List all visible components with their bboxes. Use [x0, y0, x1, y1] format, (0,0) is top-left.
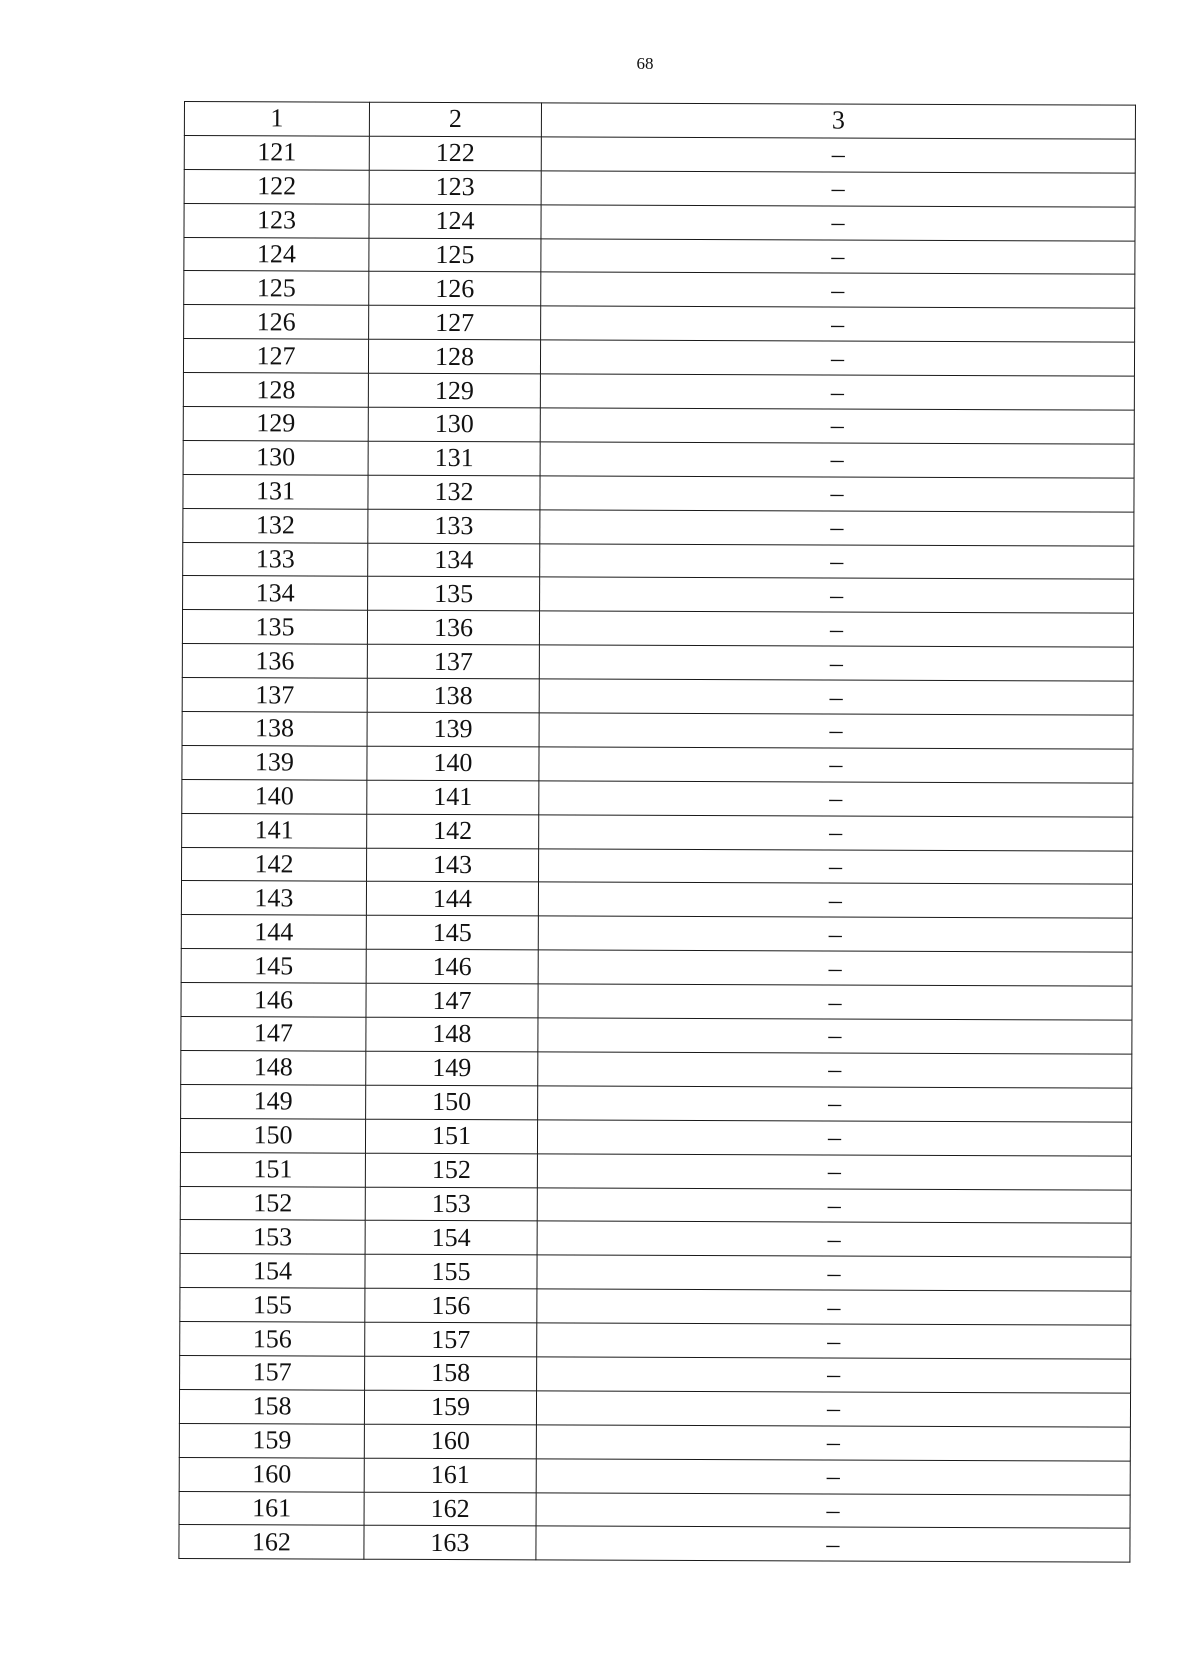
table-cell-col-3: –: [537, 1221, 1131, 1257]
table-row: [180, 1118, 1131, 1156]
table-row: [184, 271, 1135, 309]
table-row: [182, 712, 1133, 750]
table-cell-col-1: 156: [180, 1322, 365, 1357]
table-cell-col-1: 158: [179, 1389, 364, 1424]
table-cell-col-2: 152: [365, 1153, 537, 1188]
header-cell-col-3: 3: [541, 103, 1135, 139]
table-row: [182, 779, 1133, 817]
table-cell-col-3: –: [541, 272, 1135, 308]
table-cell-col-3: –: [537, 1323, 1131, 1359]
table-cell-col-1: 153: [180, 1220, 365, 1255]
table-cell-col-2: 131: [368, 441, 540, 476]
table-row: [182, 644, 1133, 682]
table-cell-col-3: –: [539, 848, 1133, 884]
table-cell-col-2: 132: [368, 475, 540, 510]
table-cell-col-2: 134: [368, 543, 540, 578]
table-row: [181, 983, 1132, 1021]
table-cell-col-3: –: [539, 713, 1133, 749]
table-cell-col-2: 159: [364, 1390, 536, 1425]
table-cell-col-1: 131: [183, 474, 368, 509]
table-cell-col-3: –: [540, 577, 1134, 613]
table-cell-col-2: 142: [367, 814, 539, 849]
table-cell-col-3: –: [540, 476, 1134, 512]
table-row: [180, 1355, 1131, 1393]
table-cell-col-2: 136: [367, 611, 539, 646]
table-cell-col-1: 124: [184, 237, 369, 272]
table-cell-col-3: –: [540, 374, 1134, 410]
table-cell-col-2: 147: [366, 983, 538, 1018]
table-row: [182, 813, 1133, 851]
table-cell-col-1: 152: [180, 1186, 365, 1221]
table-cell-col-1: 147: [181, 1017, 366, 1052]
table-row: [183, 440, 1134, 478]
table-cell-col-2: 158: [365, 1356, 537, 1391]
table-cell-col-3: –: [539, 645, 1133, 681]
table-cell-col-1: 150: [180, 1118, 365, 1153]
table-cell-col-2: 150: [366, 1085, 538, 1120]
table-row: [181, 1017, 1132, 1055]
table-cell-col-1: 125: [184, 271, 369, 306]
table-cell-col-2: 161: [364, 1458, 536, 1493]
table-cell-col-2: 157: [365, 1322, 537, 1357]
table-cell-col-1: 149: [181, 1084, 366, 1119]
table-cell-col-3: –: [537, 1357, 1131, 1393]
table-cell-col-3: –: [537, 1153, 1131, 1189]
table-cell-col-1: 132: [183, 508, 368, 543]
page-number: 68: [636, 54, 654, 73]
table-cell-col-1: 146: [181, 983, 366, 1018]
table-cell-col-2: 128: [368, 339, 540, 374]
table-row: [180, 1152, 1131, 1190]
table-cell-col-3: –: [536, 1526, 1130, 1562]
table-cell-col-1: 160: [179, 1457, 364, 1492]
table-cell-col-2: 144: [366, 882, 538, 917]
table-cell-col-1: 155: [180, 1288, 365, 1323]
table-cell-col-1: 142: [182, 847, 367, 882]
table-cell-col-3: –: [538, 916, 1132, 952]
table-row: [181, 949, 1132, 987]
table-cell-col-3: –: [537, 1255, 1131, 1291]
table-cell-col-3: –: [538, 950, 1132, 986]
table-row: [180, 1220, 1131, 1258]
table-row: [181, 881, 1132, 919]
table-cell-col-3: –: [540, 408, 1134, 444]
table-cell-col-2: 153: [365, 1187, 537, 1222]
table-cell-col-3: –: [536, 1391, 1130, 1427]
header-cell-col-2: 2: [369, 102, 541, 137]
table-row: [183, 576, 1134, 614]
table-cell-col-3: –: [536, 1425, 1130, 1461]
table-cell-col-1: 123: [184, 203, 369, 238]
table-row: [182, 678, 1133, 716]
table-cell-col-1: 140: [182, 779, 367, 814]
table-row: [183, 542, 1134, 580]
table-cell-col-1: 128: [183, 373, 368, 408]
table-cell-col-1: 151: [180, 1152, 365, 1187]
table-cell-col-3: –: [539, 815, 1133, 851]
table-cell-col-2: 122: [369, 136, 541, 171]
table-cell-col-3: –: [540, 543, 1134, 579]
table-cell-col-2: 139: [367, 712, 539, 747]
table-cell-col-3: –: [540, 340, 1134, 376]
table-cell-col-2: 138: [367, 678, 539, 713]
table-row: [184, 169, 1135, 207]
table-row: [184, 237, 1135, 275]
table-cell-col-2: 146: [366, 949, 538, 984]
table-cell-col-3: –: [539, 611, 1133, 647]
table-row: [179, 1389, 1130, 1427]
table-cell-col-2: 160: [364, 1424, 536, 1459]
table-cell-col-2: 127: [369, 306, 541, 341]
table-cell-col-3: –: [538, 1086, 1132, 1122]
table-cell-col-3: –: [538, 1018, 1132, 1054]
table-row: [179, 1525, 1130, 1563]
table-cell-col-1: 136: [182, 644, 367, 679]
table-cell-col-2: 151: [365, 1119, 537, 1154]
table-cell-col-1: 121: [184, 135, 369, 170]
table-cell-col-2: 163: [364, 1526, 536, 1561]
table-row: [180, 1254, 1131, 1292]
table-cell-col-2: 130: [368, 407, 540, 442]
table-cell-col-1: 138: [182, 712, 367, 747]
table-cell-col-1: 161: [179, 1491, 364, 1526]
table-cell-col-1: 143: [181, 881, 366, 916]
table-cell-col-2: 145: [366, 916, 538, 951]
table-cell-col-1: 135: [182, 610, 367, 645]
table-cell-col-3: –: [541, 137, 1135, 173]
table-cell-col-2: 154: [365, 1221, 537, 1256]
table-row: [183, 373, 1134, 411]
table-cell-col-3: –: [537, 1187, 1131, 1223]
data-table: [178, 101, 1136, 1563]
table-cell-col-1: 137: [182, 678, 367, 713]
table-cell-col-2: 155: [365, 1254, 537, 1289]
table-cell-col-2: 141: [367, 780, 539, 815]
table-cell-col-1: 154: [180, 1254, 365, 1289]
table-cell-col-2: 129: [368, 373, 540, 408]
table-cell-col-2: 156: [365, 1288, 537, 1323]
table-row: [184, 305, 1135, 343]
table-cell-col-2: 126: [369, 272, 541, 307]
table-cell-col-2: 133: [368, 509, 540, 544]
table-row: [182, 610, 1133, 648]
table-cell-col-1: 134: [183, 576, 368, 611]
table-cell-col-3: –: [541, 306, 1135, 342]
table-cell-col-3: –: [539, 781, 1133, 817]
table-cell-col-3: –: [537, 1120, 1131, 1156]
table-row: [183, 474, 1134, 512]
table-cell-col-1: 145: [181, 949, 366, 984]
table-cell-col-3: –: [539, 679, 1133, 715]
table-cell-col-3: –: [541, 205, 1135, 241]
table-cell-col-1: 126: [184, 305, 369, 340]
table-cell-col-3: –: [539, 747, 1133, 783]
table-cell-col-2: 148: [366, 1017, 538, 1052]
table-row: [180, 1288, 1131, 1326]
table-cell-col-2: 135: [368, 577, 540, 612]
table-cell-col-3: –: [538, 882, 1132, 918]
table-cell-col-1: 162: [179, 1525, 364, 1560]
table-cell-col-3: –: [540, 442, 1134, 478]
table-cell-col-3: –: [537, 1289, 1131, 1325]
table-row: [180, 1186, 1131, 1224]
table-cell-col-1: 159: [179, 1423, 364, 1458]
table-cell-col-2: 140: [367, 746, 539, 781]
table-row: [179, 1423, 1130, 1461]
table-cell-col-1: 129: [183, 407, 368, 442]
table-cell-col-3: –: [536, 1492, 1130, 1528]
table-row: [181, 1050, 1132, 1088]
table-row: [179, 1491, 1130, 1529]
table-cell-col-2: 124: [369, 204, 541, 239]
table-cell-col-2: 162: [364, 1492, 536, 1527]
table-cell-col-1: 141: [182, 813, 367, 848]
table-row: [180, 1322, 1131, 1360]
table-cell-col-3: –: [538, 1052, 1132, 1088]
table-row: [183, 339, 1134, 377]
table-cell-col-1: 148: [181, 1050, 366, 1085]
table-header-row: [184, 102, 1135, 140]
table-cell-col-1: 139: [182, 745, 367, 780]
table-cell-col-1: 122: [184, 169, 369, 204]
table-cell-col-2: 123: [369, 170, 541, 205]
table-row: [183, 407, 1134, 445]
table-row: [181, 915, 1132, 953]
table-cell-col-3: –: [541, 238, 1135, 274]
table-cell-col-1: 127: [183, 339, 368, 374]
table-cell-col-1: 157: [180, 1355, 365, 1390]
table-cell-col-3: –: [541, 171, 1135, 207]
table-row: [182, 745, 1133, 783]
table-cell-col-3: –: [536, 1458, 1130, 1494]
table-row: [179, 1457, 1130, 1495]
table-cell-col-3: –: [538, 984, 1132, 1020]
table-cell-col-2: 143: [367, 848, 539, 883]
table-cell-col-1: 130: [183, 440, 368, 475]
table-cell-col-1: 133: [183, 542, 368, 577]
table-cell-col-1: 144: [181, 915, 366, 950]
table-row: [184, 135, 1135, 173]
table-cell-col-2: 149: [366, 1051, 538, 1086]
table-cell-col-2: 125: [369, 238, 541, 273]
table-row: [184, 203, 1135, 241]
table-row: [181, 1084, 1132, 1122]
table-cell-col-2: 137: [367, 644, 539, 679]
table-row: [182, 847, 1133, 885]
table-row: [183, 508, 1134, 546]
table-cell-col-3: –: [540, 510, 1134, 546]
table-body: [179, 102, 1136, 1563]
header-cell-col-1: 1: [184, 102, 369, 137]
